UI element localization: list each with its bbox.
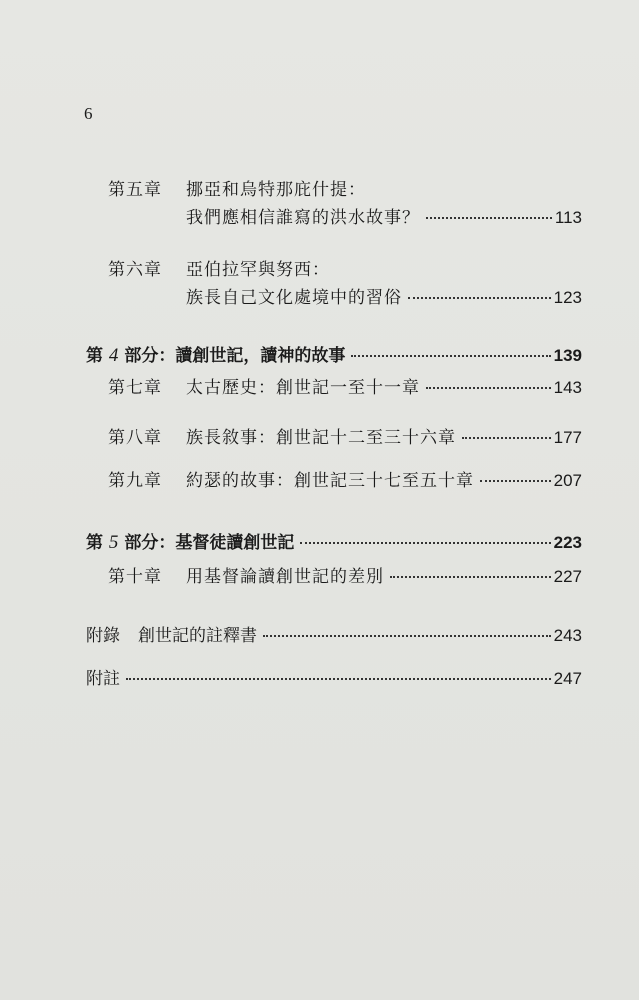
chapter-title: 約瑟的故事：創世記三十七至五十章 <box>186 471 474 491</box>
chapter-title: 族長敘事：創世記十二至三十六章 <box>186 428 456 448</box>
page-ref: 243 <box>553 626 582 645</box>
leader-dots <box>408 297 551 299</box>
chapter-label: 第九章 <box>108 471 162 491</box>
chapter-title: 亞伯拉罕與努西： <box>186 260 330 280</box>
page-ref: 123 <box>553 288 582 307</box>
page-ref: 247 <box>553 669 582 688</box>
part-name: 部分：讀創世記，讀神的故事 <box>124 346 346 366</box>
toc-entry-notes[interactable] <box>86 664 582 690</box>
toc-entry-ch10[interactable] <box>108 562 582 588</box>
chapter-title: 用基督論讀創世記的差別 <box>186 567 384 587</box>
toc-entry-ch5-line2[interactable] <box>186 203 582 229</box>
part-number: 4 <box>108 345 119 366</box>
toc-entry-appendix[interactable] <box>86 621 582 647</box>
toc-entry-ch5-line1 <box>108 175 582 201</box>
toc-entry-ch6-line2[interactable] <box>186 283 582 309</box>
leader-dots <box>126 678 551 680</box>
leader-dots <box>351 355 550 357</box>
part-title <box>86 528 294 554</box>
chapter-label: 第八章 <box>108 428 162 448</box>
part-prefix: 第 <box>86 346 103 366</box>
chapter-label: 第五章 <box>108 180 162 200</box>
page-ref: 223 <box>553 533 582 552</box>
toc-entry-part4[interactable] <box>86 341 582 367</box>
part-prefix: 第 <box>86 533 103 553</box>
leader-dots <box>263 635 551 637</box>
chapter-title: 太古歷史：創世記一至十一章 <box>186 378 420 398</box>
leader-dots <box>462 437 551 439</box>
leader-dots <box>426 387 551 389</box>
toc-entry-ch6-line1 <box>108 255 582 281</box>
toc-entry-ch8[interactable] <box>108 423 582 449</box>
chapter-label: 第十章 <box>108 567 162 587</box>
toc-entry-ch7[interactable] <box>108 373 582 399</box>
part-number: 5 <box>108 532 119 553</box>
page-ref: 113 <box>554 208 582 227</box>
leader-dots <box>426 217 552 219</box>
chapter-title: 挪亞和烏特那庇什提： <box>186 180 366 200</box>
leader-dots <box>480 480 551 482</box>
chapter-label: 第七章 <box>108 378 162 398</box>
leader-dots <box>300 542 550 544</box>
page-ref: 207 <box>553 471 582 490</box>
page-number: 6 <box>84 104 93 123</box>
part-name: 部分：基督徒讀創世記 <box>124 533 295 553</box>
leader-dots <box>390 576 551 578</box>
page-ref: 177 <box>553 428 582 447</box>
appendix-label: 附錄 <box>86 626 120 646</box>
toc-entry-part5[interactable] <box>86 528 582 554</box>
chapter-label: 第六章 <box>108 260 162 280</box>
page-ref: 227 <box>553 567 582 586</box>
chapter-title-cont: 我們應相信誰寫的洪水故事？ <box>186 208 420 228</box>
appendix-title: 創世記的註釋書 <box>138 626 257 646</box>
part-title <box>86 341 345 367</box>
notes-label: 附註 <box>86 669 120 689</box>
toc-entry-ch9[interactable] <box>108 466 582 492</box>
chapter-title-cont: 族長自己文化處境中的習俗 <box>186 288 402 308</box>
page-ref: 139 <box>553 346 582 365</box>
page-ref: 143 <box>553 378 582 397</box>
